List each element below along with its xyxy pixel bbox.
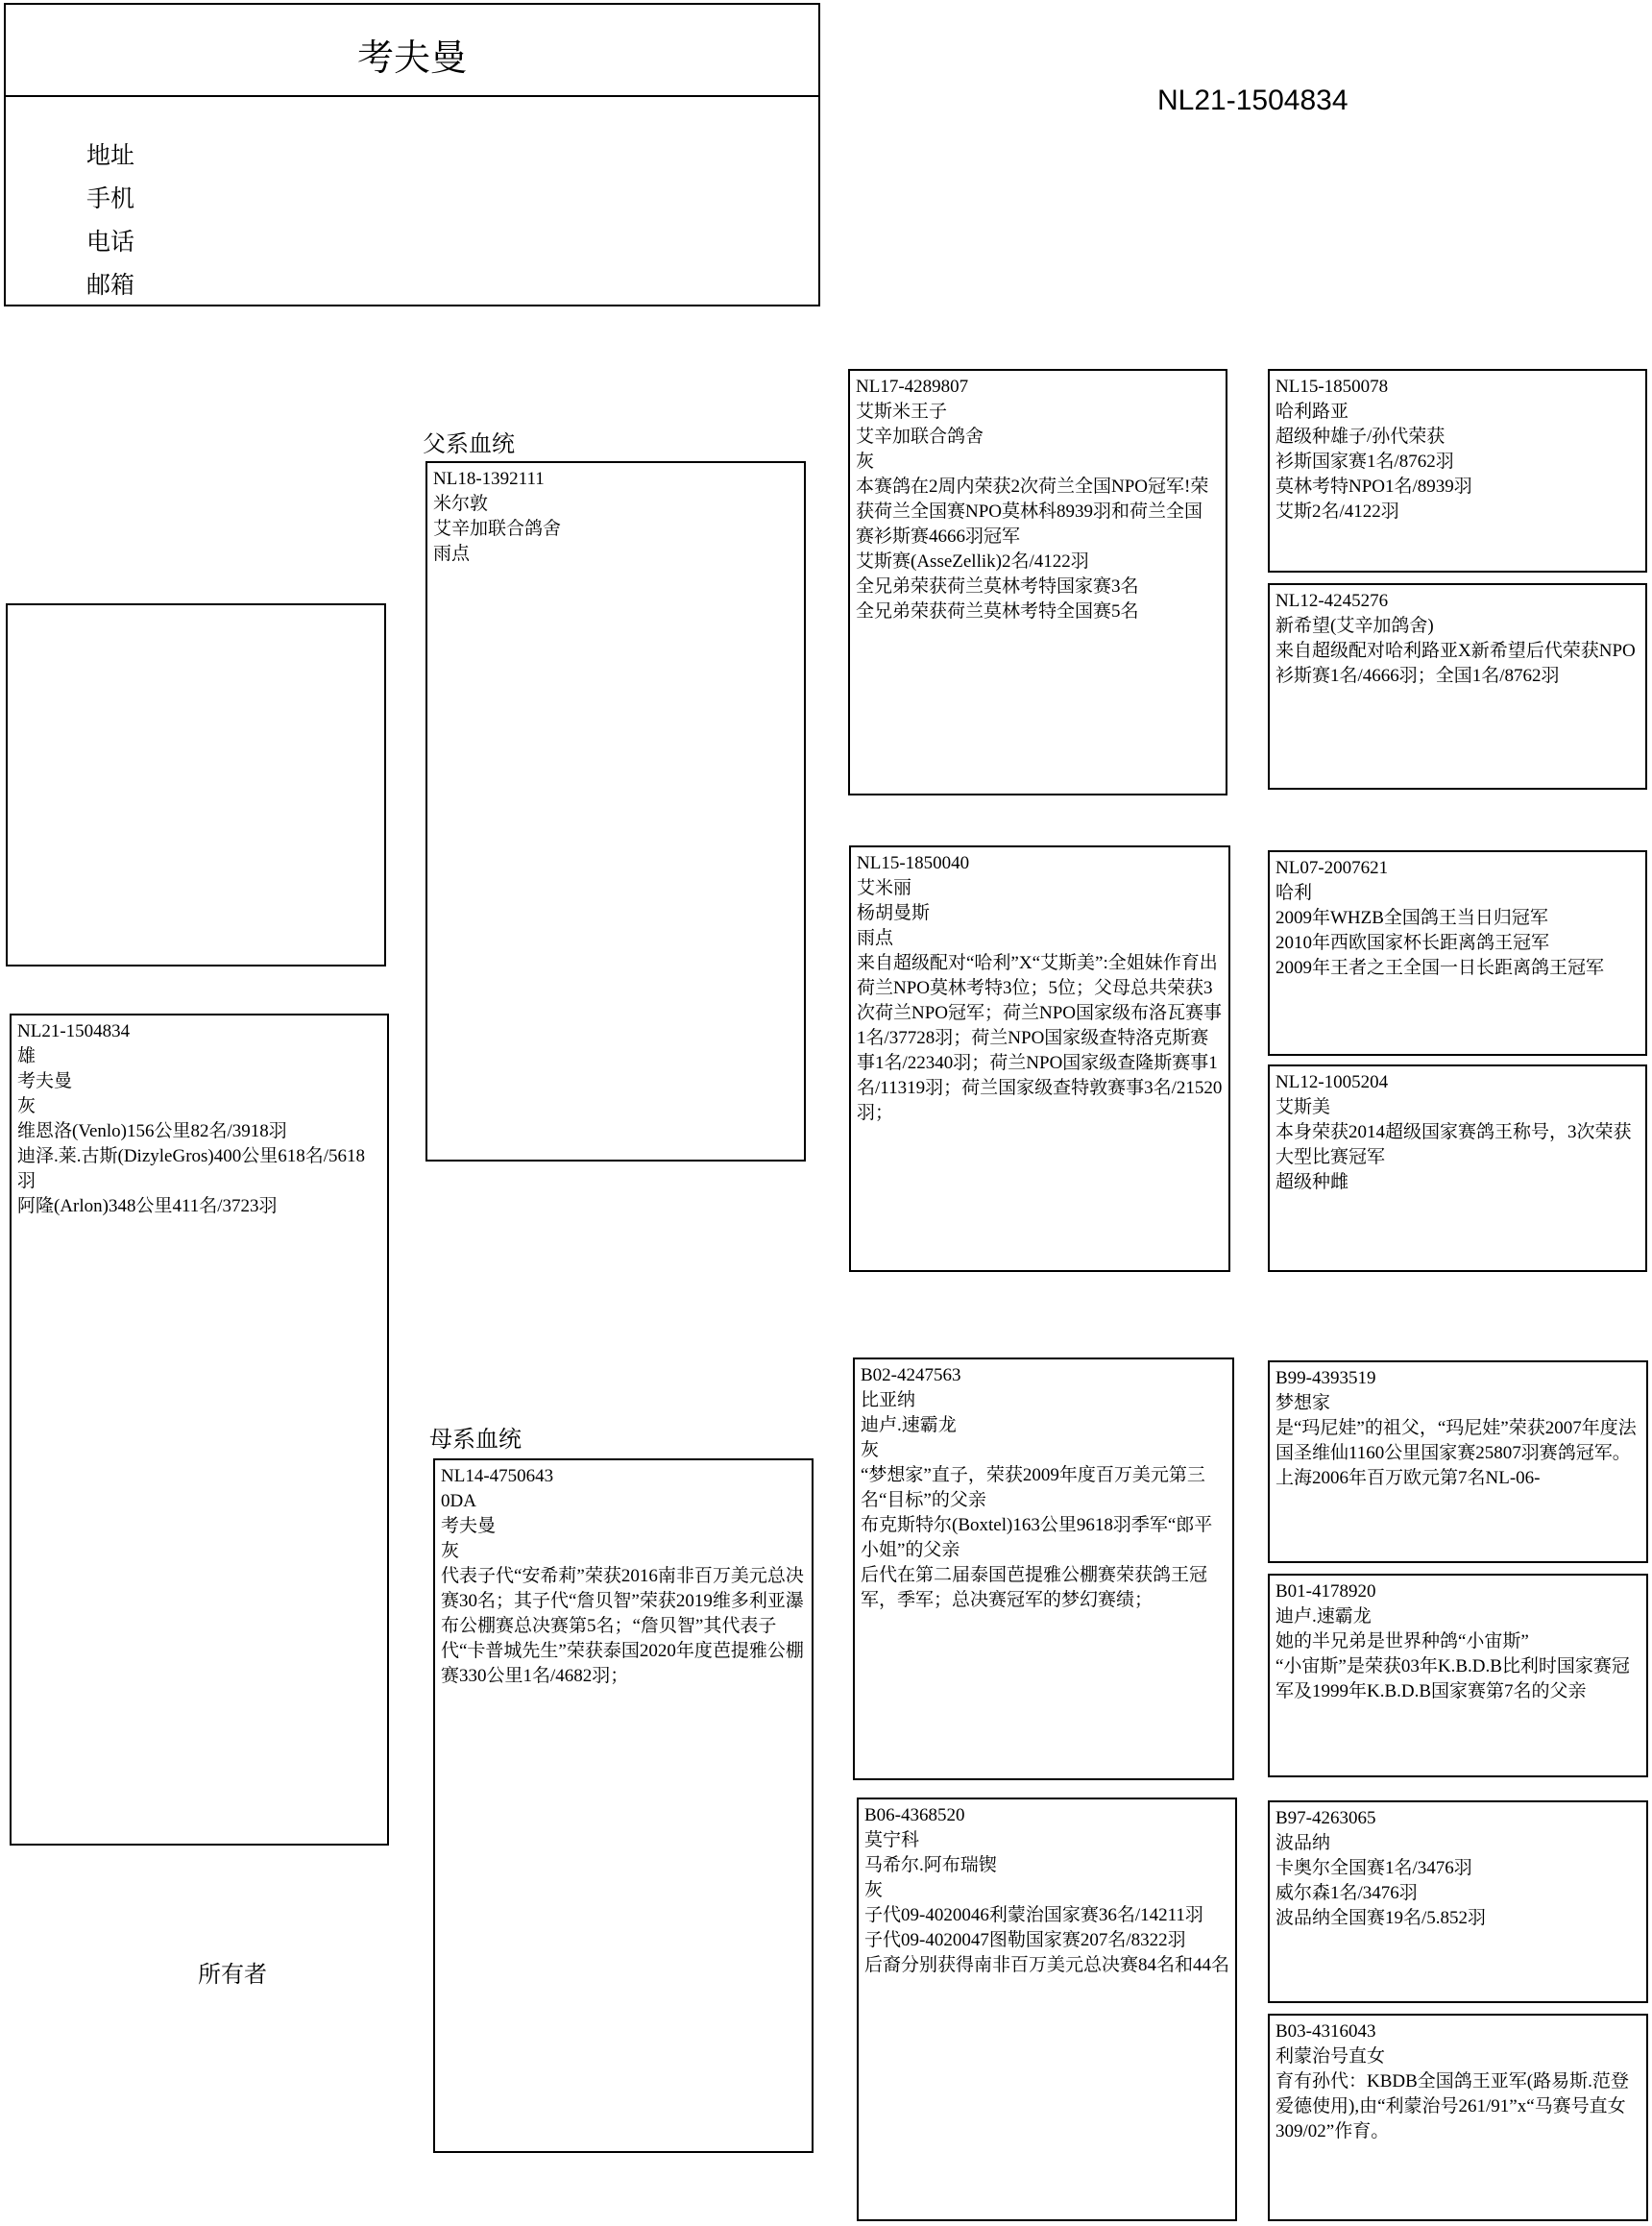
dam-breeder: 考夫曼 — [441, 1516, 497, 1536]
ggp-card — [1268, 1800, 1648, 2003]
sire-sire-notes: 全兄弟荣获荷兰莫林考特国家赛3名 — [856, 576, 1139, 597]
header-divider — [6, 95, 818, 97]
dam-card — [433, 1458, 814, 2153]
dam-sire-color: 灰 — [861, 1440, 880, 1460]
sire-sire-color: 灰 — [856, 452, 875, 472]
subject-card — [10, 1014, 389, 1846]
ggp-card — [1268, 850, 1647, 1056]
sire-sire-notes: 艾斯赛(AsseZellik)2名/4122羽 — [856, 551, 1089, 572]
ring-number-header: NL21-1504834 — [1157, 85, 1348, 116]
ggp-name: 利蒙治号直女 — [1275, 2046, 1386, 2067]
dam-dam-notes: 子代09-4020047图勒国家赛207名/8322羽 — [864, 1930, 1186, 1950]
dam-notes: 代表子代“安希莉”荣获2016南非百万美元总决赛30名；其子代“詹贝智”荣获2019维多利亚瀑布公棚赛总决赛第5名；“詹贝智”其代表子代“卡普城先生”荣获泰国2020年度芭提雅公棚赛330公里1名/4682羽； — [441, 1566, 804, 1686]
subject-name: 考夫曼 — [17, 1071, 73, 1091]
dam-dam-name: 莫宁科 — [864, 1830, 920, 1850]
subject-result: 维恩洛(Venlo)156公里82名/3918羽 — [17, 1121, 287, 1141]
ggp-notes: 来自超级配对哈利路亚X新希望后代荣获NPO衫斯赛1名/4666羽；全国1名/8762羽 — [1275, 641, 1636, 686]
ggp-name: 哈利 — [1275, 883, 1313, 903]
dam-ring: NL14-4750643 — [441, 1466, 554, 1486]
contact-email-label: 邮箱 — [86, 272, 135, 299]
contact-mobile-label: 手机 — [86, 185, 135, 212]
ggp-notes: 超级种雄子/孙代荣获 — [1275, 427, 1446, 447]
sire-dam-name: 艾米丽 — [857, 878, 912, 898]
ggp-notes: 是“玛尼娃”的祖父，“玛尼娃”荣获2007年度法国圣维仙1160公里国家赛25807羽赛鸽冠军。 — [1275, 1418, 1637, 1463]
contact-phone-label: 电话 — [86, 229, 135, 256]
ggp-notes: 威尔森1名/3476羽 — [1275, 1883, 1418, 1903]
owner-label: 所有者 — [198, 1963, 267, 1988]
ggp-name: 哈利路亚 — [1275, 402, 1349, 422]
sire-name: 米尔敦 — [433, 494, 489, 514]
header-box — [4, 3, 820, 306]
dam-sire-notes: “梦想家”直子，荣获2009年度百万美元第三名“目标”的父亲 — [861, 1465, 1205, 1510]
ggp-name: 波品纳 — [1275, 1833, 1331, 1853]
subject-result: 阿隆(Arlon)348公里411名/3723羽 — [17, 1196, 278, 1216]
dam-dam-ring: B06-4368520 — [864, 1805, 965, 1825]
ggp-notes: 2010年西欧国家杯长距离鸽王冠军 — [1275, 933, 1550, 953]
sire-dam-notes: 来自超级配对“哈利”X“艾斯美”:全姐妹作育出荷兰NPO莫林考特3位；5位；父母总共荣获3次荷兰NPO冠军；荷兰NPO国家级布洛瓦赛事1名/37728羽；荷兰NPO国家级查特洛克斯赛事1名/22340羽；荷兰NPO国家级查隆斯赛事1名/11319羽；荷兰国家级查特敦赛事3名/21520羽； — [857, 953, 1223, 1123]
ggp-notes: 艾斯2名/4122羽 — [1275, 501, 1399, 522]
dam-name: 0DA — [441, 1491, 476, 1511]
sire-color: 雨点 — [433, 544, 471, 564]
subject-ring: NL21-1504834 — [17, 1021, 131, 1041]
dam-sire-name: 比亚纳 — [861, 1390, 916, 1410]
sire-dam-color: 雨点 — [857, 928, 894, 948]
sire-sire-card — [848, 369, 1227, 795]
ggp-ring: NL07-2007621 — [1275, 858, 1389, 878]
ggp-card — [1268, 2014, 1648, 2221]
sire-dam-breeder: 杨胡曼斯 — [857, 903, 931, 923]
ggp-notes: 衫斯国家赛1名/8762羽 — [1275, 452, 1454, 472]
dam-sire-breeder: 迪卢.速霸龙 — [861, 1415, 957, 1435]
ggp-notes: 波品纳全国赛19名/5.852羽 — [1275, 1908, 1487, 1928]
sire-line-label: 父系血统 — [423, 432, 515, 457]
sire-sire-notes: 全兄弟荣获荷兰莫林考特全国赛5名 — [856, 601, 1139, 622]
subject-color: 灰 — [17, 1096, 36, 1116]
sire-card — [425, 461, 806, 1162]
ggp-notes: 上海2006年百万欧元第7名NL-06- — [1275, 1468, 1541, 1488]
ggp-ring: B97-4263065 — [1275, 1808, 1376, 1828]
dam-sire-ring: B02-4247563 — [861, 1365, 961, 1385]
ggp-notes: 本身荣获2014超级国家赛鸽王称号，3次荣获大型比赛冠军 — [1275, 1122, 1632, 1167]
ggp-notes: 2009年WHZB全国鸽王当日归冠军 — [1275, 908, 1548, 928]
ggp-card — [1268, 1360, 1648, 1563]
dam-line-label: 母系血统 — [429, 1428, 522, 1453]
dam-sire-card — [853, 1358, 1234, 1780]
subject-sex: 雄 — [17, 1046, 36, 1066]
dam-sire-notes: 布克斯特尔(Boxtel)163公里9618羽季军“郎平小姐”的父亲 — [861, 1515, 1213, 1560]
ggp-notes: 超级种雌 — [1275, 1172, 1349, 1192]
ggp-ring: B99-4393519 — [1275, 1368, 1376, 1388]
ggp-notes: 育有孙代：KBDB全国鸽王亚军(路易斯.范登爱德使用),由“利蒙治号261/91”x“马赛号直女309/02”作育。 — [1275, 2071, 1629, 2141]
sire-breeder: 艾辛加联合鸽舍 — [433, 519, 562, 539]
ggp-card — [1268, 1574, 1648, 1777]
ggp-card — [1268, 369, 1647, 573]
sire-sire-notes: 本赛鸽在2周内荣获2次荷兰全国NPO冠军!荣获荷兰全国赛NPO莫林科8939羽和荷兰全国赛衫斯赛4666羽冠军 — [856, 477, 1209, 547]
subject-result: 迪泽.莱.古斯(DizyleGros)400公里618名/5618羽 — [17, 1146, 366, 1191]
ggp-notes: 莫林考特NPO1名/8939羽 — [1275, 477, 1472, 497]
dam-dam-breeder: 马希尔.阿布瑞锲 — [864, 1855, 997, 1875]
ggp-name: 梦想家 — [1275, 1393, 1331, 1413]
ggp-name: 迪卢.速霸龙 — [1275, 1606, 1372, 1627]
ggp-notes: 2009年王者之王全国一日长距离鸽王冠军 — [1275, 958, 1605, 978]
ggp-notes: 她的半兄弟是世界种鸽“小宙斯” — [1275, 1631, 1529, 1651]
ggp-name: 艾斯美 — [1275, 1097, 1331, 1117]
ggp-ring: NL12-4245276 — [1275, 591, 1389, 611]
ggp-ring: NL12-1005204 — [1275, 1072, 1389, 1092]
dam-dam-card — [857, 1798, 1237, 2221]
ggp-notes: 卡奥尔全国赛1名/3476羽 — [1275, 1858, 1472, 1878]
ggp-ring: B01-4178920 — [1275, 1581, 1376, 1602]
contact-address-label: 地址 — [86, 142, 135, 169]
sire-dam-ring: NL15-1850040 — [857, 853, 970, 873]
ggp-ring: B03-4316043 — [1275, 2021, 1376, 2042]
ggp-name: 新希望(艾辛加鸽舍) — [1275, 616, 1434, 636]
sire-sire-ring: NL17-4289807 — [856, 377, 969, 397]
sire-dam-card — [849, 845, 1230, 1272]
dam-sire-notes: 后代在第二届泰国芭提雅公棚赛荣获鸽王冠军，季军；总决赛冠军的梦幻赛绩； — [861, 1565, 1208, 1610]
dam-dam-color: 灰 — [864, 1880, 884, 1900]
ggp-ring: NL15-1850078 — [1275, 377, 1389, 397]
sire-ring: NL18-1392111 — [433, 469, 545, 489]
page-title: 考夫曼 — [356, 38, 467, 79]
photo-box — [6, 603, 386, 966]
ggp-card — [1268, 583, 1647, 790]
ggp-card — [1268, 1064, 1647, 1272]
dam-dam-notes: 后裔分别获得南非百万美元总决赛84名和44名 — [864, 1955, 1230, 1975]
ggp-notes: “小宙斯”是荣获03年K.B.D.B比利时国家赛冠军及1999年K.B.D.B国家赛第7名的父亲 — [1275, 1656, 1630, 1701]
sire-sire-breeder: 艾辛加联合鸽舍 — [856, 427, 984, 447]
dam-color: 灰 — [441, 1541, 460, 1561]
dam-dam-notes: 子代09-4020046利蒙治国家赛36名/14211羽 — [864, 1905, 1203, 1925]
sire-sire-name: 艾斯米王子 — [856, 402, 948, 422]
